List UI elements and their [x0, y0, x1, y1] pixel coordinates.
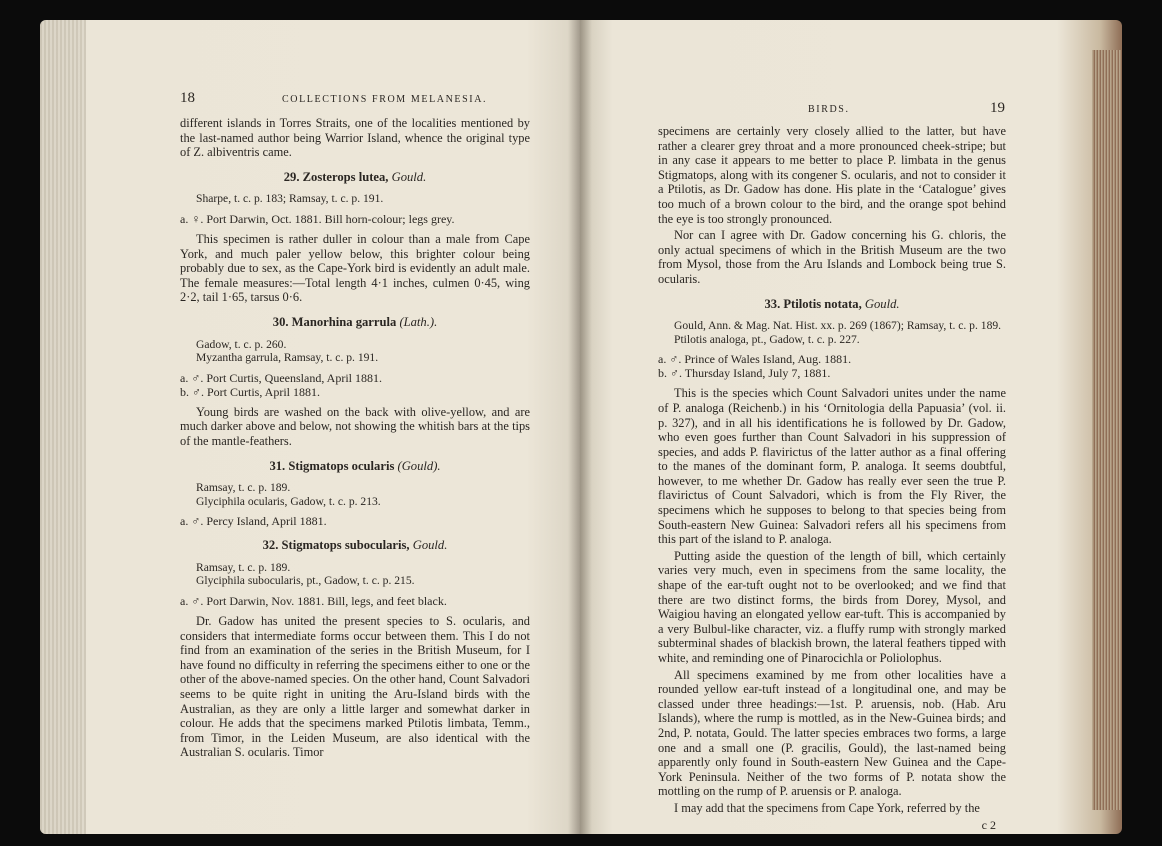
- reference-33a: Gould, Ann. & Mag. Nat. Hist. xx. p. 269 (1867); Ramsay, t. c. p. 189.: [674, 319, 1002, 333]
- left-text-block: [180, 116, 530, 762]
- specimen-30b: b. ♂. Port Curtis, April 1881.: [180, 384, 321, 399]
- heading-33: 33. Ptilotis notata, Gould.: [764, 296, 900, 311]
- page-number-left: 18: [180, 90, 195, 106]
- reference-33b: Ptilotis analoga, pt., Gadow, t. c. p. 227.: [674, 332, 860, 346]
- running-head-right: BIRDS.: [808, 104, 850, 115]
- page-edge-left: [40, 20, 86, 834]
- body-33-1: This is the species which Count Salvadori unites under the name of P. analoga (Reichenb.) in his ‘Ornitologia della Papuasia’ (vol. ii. p. 327), and in all his identifications he is followed by Dr. Gadow, who even goes further than Count Salvadori in his suppression of species, and adds P. flavirictus of the latter author as a final offering to the manes of the dominant form, P. analoga. It seems doubtful, however, to me whether Dr. Gadow has really ever seen the true P. flavirictus of Count Salvadori, which is from the Fly River, the specimens which he supposes to belong to that species being from South-eastern New Guinea: Salvadori refers all his specimens from this part of the island to P. analoga.: [658, 386, 1006, 547]
- specimen-32a: a. ♂. Port Darwin, Nov. 1881. Bill, legs, and feet black.: [180, 594, 447, 609]
- reference-31b: Glyciphila ocularis, Gadow, t. c. p. 213.: [196, 494, 381, 508]
- paragraph-1: specimens are certainly very closely allied to the latter, but have rather a clearer grey throat and a more pronounced cheek-stripe; but in any case it appears to me better to place P. limbata in the genus Stigmatops, along with its congener S. ocularis, and not to consider it a Ptilotis, as Dr. Gadow has done. His plate in the ‘Catalogue’ gives too much of a brown colour to the bird, and the orange spot behind the eye is too strongly pronounced.: [658, 124, 1006, 226]
- specimen-30a: a. ♂. Port Curtis, Queensland, April 1881.: [180, 370, 382, 385]
- heading-30: 30. Manorhina garrula (Lath.).: [272, 314, 438, 329]
- reference-32a: Ramsay, t. c. p. 189.: [196, 560, 291, 574]
- reference-30a: Gadow, t. c. p. 260.: [196, 337, 287, 351]
- body-33-3: All specimens examined by me from other localities have a rounded yellow ear-tuft instead of a longitudinal one, and may be classed under three headings:—1st. P. aruensis, nob. (Hab. Aru Islands), where the rump is mottled, as in the New-Guinea birds; and 2nd, P. notata, Gould. The latter species embraces two forms, a large one and a small one (P. gracilis, Gould), the last-named being apparently only found in South-eastern New Guinea and the Cape-York Peninsula. Neither of the two forms of P. notata show the mottling on the rump of P. aruensis or P. analoga.: [658, 667, 1006, 799]
- body-29: This specimen is rather duller in colour than a male from Cape York, and much paler yellow below, this brighter colour being probably due to sex, as the Cape-York bird is evidently an adult male. The female measures:—Total length 4·1 inches, culmen 0·45, wing 2·2, tail 1·65, tarsus 0·6.: [180, 231, 530, 305]
- body-33-4: I may add that the specimens from Cape York, referred by the: [674, 800, 980, 815]
- right-page: [580, 20, 1122, 834]
- page-number-right: 19: [990, 100, 1005, 116]
- running-head-left: COLLECTIONS FROM MELANESIA.: [282, 94, 488, 105]
- specimen-33b: b. ♂. Thursday Island, July 7, 1881.: [658, 366, 831, 381]
- reference-30b: Myzantha garrula, Ramsay, t. c. p. 191.: [196, 351, 379, 365]
- heading-29: 29. Zosterops lutea, Gould.: [283, 169, 427, 184]
- page-edge-right: [1092, 50, 1122, 810]
- right-text-block: [658, 124, 1006, 832]
- reference-32b: Glyciphila subocularis, pt., Gadow, t. c. p. 215.: [196, 574, 415, 588]
- specimen-33a: a. ♂. Prince of Wales Island, Aug. 1881.: [658, 352, 852, 367]
- open-book: [40, 20, 1122, 834]
- paragraph-2: Nor can I agree with Dr. Gadow concerning his G. chloris, the only actual specimens of which in the British Museum are the two from Mysol, those from the Aru Islands and Lombock being true S. ocularis.: [658, 228, 1006, 286]
- body-32: Dr. Gadow has united the present species to S. ocularis, and considers that intermediate forms occur between them. This I do not find from an examination of the series in the British Museum, for I have found no difficulty in referring the specimens either to one or the other of the above-named species. On the other hand, Count Salvadori seems to be quite right in uniting the Aru-Island birds with the Australian, as they are only a little larger and somewhat darker in colour. He adds that the specimens marked Ptilotis limbata, Temm., from Timor, in the Leiden Museum, are also identical with the Australian S. ocularis. Timor: [180, 614, 530, 760]
- reference-29: Sharpe, t. c. p. 183; Ramsay, t. c. p. 191.: [196, 192, 384, 206]
- reference-31a: Ramsay, t. c. p. 189.: [196, 481, 291, 495]
- left-page: [40, 20, 580, 834]
- intro-paragraph: different islands in Torres Straits, one of the localities mentioned by the last-named author being Warrior Island, whence the original type of Z. albiventris came.: [180, 116, 530, 160]
- specimen-29a: a. ♀. Port Darwin, Oct. 1881. Bill horn-colour; legs grey.: [180, 211, 455, 226]
- heading-32: 32. Stigmatops subocularis, Gould.: [262, 538, 448, 553]
- body-30: Young birds are washed on the back with olive-yellow, and are much darker above and below, not showing the whitish bars at the tips of the mantle-feathers.: [180, 404, 530, 448]
- specimen-31a: a. ♂. Percy Island, April 1881.: [180, 514, 327, 529]
- signature-mark: c 2: [981, 817, 996, 832]
- heading-31: 31. Stigmatops ocularis (Gould).: [269, 458, 441, 473]
- book-gutter: [568, 20, 592, 834]
- body-33-2: Putting aside the question of the length of bill, which certainly varies very much, even in specimens from the same locality, the shape of the ear-tuft ought not to be overlooked; and we find that there are two distinct forms, the birds from Dorey, Mysol, and Waigiou having an elongated yellow ear-tuft. This is accompanied by a very Bulbul-like character, viz. a fluffy rump with strongly marked subterminal shades of blackish brown, the lateral feathers tipped with white, and reminding one of Pinarocichla or Poliolophus.: [658, 548, 1006, 665]
